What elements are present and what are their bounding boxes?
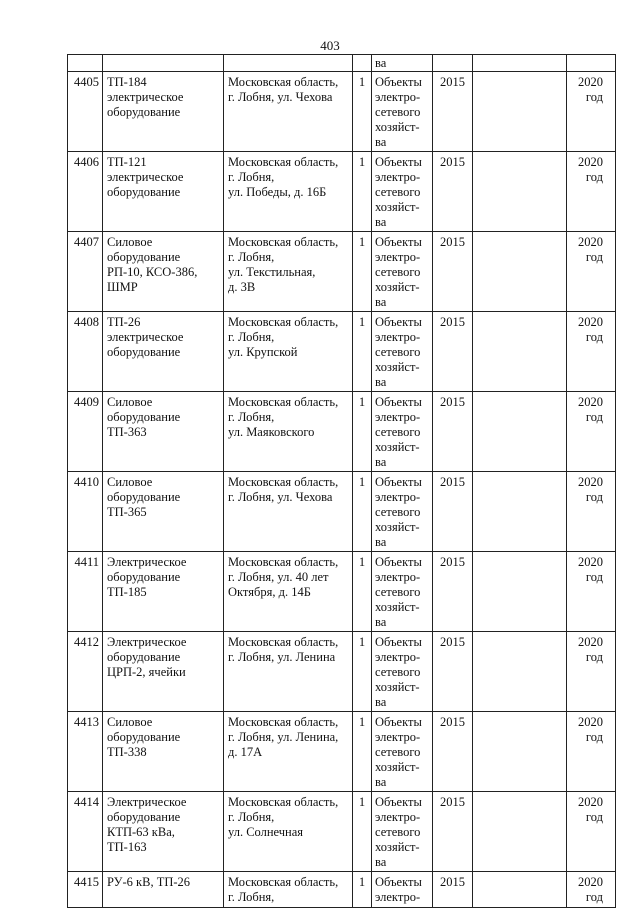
cell-year bbox=[433, 792, 473, 872]
cell-num-text: 4413 bbox=[74, 715, 99, 729]
cell-num-text: 4410 bbox=[74, 475, 99, 489]
cell-name-text: РУ-6 кВ, ТП-26 bbox=[107, 875, 191, 889]
cell-num-text: 4411 bbox=[74, 555, 99, 569]
cell-term bbox=[567, 872, 616, 908]
continuation-category: ва bbox=[375, 56, 387, 70]
cell-address bbox=[224, 392, 353, 472]
cell-name-text: Силовое оборудование РП-10, КСО-386, ШМР bbox=[107, 235, 198, 294]
cell-category bbox=[372, 472, 433, 552]
cell-num-text: 4414 bbox=[74, 795, 99, 809]
cell-category-text: Объекты электро- сетевого хозяйст- ва bbox=[375, 155, 422, 229]
cell-term bbox=[567, 792, 616, 872]
cell-blank bbox=[473, 152, 567, 232]
cell-category bbox=[372, 872, 433, 908]
cell-blank bbox=[473, 872, 567, 908]
cell-category-text: Объекты электро- сетевого хозяйст- ва bbox=[375, 395, 422, 469]
cell-blank bbox=[473, 712, 567, 792]
cell-category-text: Объекты электро- сетевого хозяйст- ва bbox=[375, 795, 422, 869]
cell-num-text: 4407 bbox=[74, 235, 99, 249]
continuation-row bbox=[68, 55, 616, 72]
cell-term-text: 2020 год bbox=[578, 235, 603, 264]
cell-term-text: 2020 год bbox=[578, 315, 603, 344]
cell-name-text: Силовое оборудование ТП-363 bbox=[107, 395, 181, 439]
cell-address-text: Московская область, г. Лобня, ул. Чехова bbox=[228, 475, 339, 504]
cell-address bbox=[224, 232, 353, 312]
cell-blank bbox=[473, 552, 567, 632]
cell-address bbox=[224, 632, 353, 712]
cell-blank bbox=[473, 232, 567, 312]
cell-qty-text: 1 bbox=[358, 235, 366, 249]
cell-qty-text: 1 bbox=[358, 75, 366, 89]
cell-address bbox=[224, 552, 353, 632]
cell-year bbox=[433, 552, 473, 632]
cell-address-text: Московская область, г. Лобня, ул. Чехова bbox=[228, 75, 339, 104]
cell-category bbox=[372, 392, 433, 472]
cell-category bbox=[372, 232, 433, 312]
cell-name-text: Электрическое оборудование КТП-63 кВа, ТП-163 bbox=[107, 795, 187, 854]
table-row bbox=[68, 72, 616, 152]
cell-qty bbox=[353, 392, 372, 472]
cell-num bbox=[68, 392, 103, 472]
cell-term-text: 2020 год bbox=[578, 795, 603, 824]
cell-year-text: 2015 bbox=[440, 795, 465, 809]
cell-qty-text: 1 bbox=[358, 715, 366, 729]
cell-name-text: Электрическое оборудование ТП-185 bbox=[107, 555, 187, 599]
table-row bbox=[68, 552, 616, 632]
cell-term bbox=[567, 632, 616, 712]
cell-address bbox=[224, 872, 353, 908]
cell-qty-text: 1 bbox=[358, 315, 366, 329]
cell-year bbox=[433, 232, 473, 312]
cell-address-text: Московская область, г. Лобня, ул. Ленина, д. 17А bbox=[228, 715, 339, 759]
cell-address bbox=[224, 472, 353, 552]
table-row bbox=[68, 392, 616, 472]
table-row bbox=[68, 712, 616, 792]
cell-qty bbox=[353, 72, 372, 152]
cell-term-text: 2020 год bbox=[578, 555, 603, 584]
cell-name-text: Силовое оборудование ТП-338 bbox=[107, 715, 181, 759]
cell-num bbox=[68, 72, 103, 152]
cell-num bbox=[68, 232, 103, 312]
cell-term-text: 2020 год bbox=[578, 75, 603, 104]
cell-blank bbox=[473, 792, 567, 872]
page-number: 403 bbox=[320, 38, 340, 53]
cell-qty bbox=[353, 712, 372, 792]
cell-qty bbox=[353, 792, 372, 872]
cell-category bbox=[372, 72, 433, 152]
cell-num bbox=[68, 552, 103, 632]
cell-term bbox=[567, 72, 616, 152]
cell-category bbox=[372, 552, 433, 632]
cell-name bbox=[103, 472, 224, 552]
cell-qty-text: 1 bbox=[358, 875, 366, 889]
cell-qty-text: 1 bbox=[358, 555, 366, 569]
cell-year-text: 2015 bbox=[440, 235, 465, 249]
cell-num bbox=[68, 55, 103, 72]
cell-qty bbox=[353, 472, 372, 552]
cell-category-text: Объекты электро- сетевого хозяйст- ва bbox=[375, 635, 422, 709]
cell-category bbox=[372, 632, 433, 712]
cell-num bbox=[68, 152, 103, 232]
cell-name bbox=[103, 792, 224, 872]
cell-name-text: Силовое оборудование ТП-365 bbox=[107, 475, 181, 519]
cell-term bbox=[567, 472, 616, 552]
cell-num bbox=[68, 632, 103, 712]
cell-year-text: 2015 bbox=[440, 395, 465, 409]
cell-address bbox=[224, 72, 353, 152]
cell-address bbox=[224, 712, 353, 792]
cell-address-text: Московская область, г. Лобня, ул. Солнечная bbox=[228, 795, 339, 839]
cell-num bbox=[68, 872, 103, 908]
cell-category bbox=[372, 152, 433, 232]
cell-qty-text: 1 bbox=[358, 795, 366, 809]
cell-year bbox=[433, 392, 473, 472]
cell-qty-text: 1 bbox=[358, 395, 366, 409]
cell-name bbox=[103, 552, 224, 632]
table-row bbox=[68, 232, 616, 312]
cell-year bbox=[433, 152, 473, 232]
cell-year bbox=[433, 632, 473, 712]
property-table bbox=[67, 54, 616, 908]
cell-year bbox=[433, 712, 473, 792]
cell-address bbox=[224, 792, 353, 872]
cell-qty bbox=[353, 152, 372, 232]
cell-blank bbox=[473, 55, 567, 72]
cell-num bbox=[68, 472, 103, 552]
cell-qty bbox=[353, 312, 372, 392]
cell-name bbox=[103, 312, 224, 392]
cell-year-text: 2015 bbox=[440, 635, 465, 649]
cell-name bbox=[103, 872, 224, 908]
cell-address-text: Московская область, г. Лобня, ул. Победы, д. 16Б bbox=[228, 155, 339, 199]
cell-term bbox=[567, 392, 616, 472]
cell-year-text: 2015 bbox=[440, 315, 465, 329]
cell-category-text: Объекты электро- сетевого хозяйст- ва bbox=[375, 555, 422, 629]
cell-name bbox=[103, 72, 224, 152]
cell-year-text: 2015 bbox=[440, 155, 465, 169]
cell-category bbox=[372, 55, 433, 72]
cell-year bbox=[433, 872, 473, 908]
table-row bbox=[68, 312, 616, 392]
cell-address bbox=[224, 55, 353, 72]
cell-name bbox=[103, 632, 224, 712]
table-row bbox=[68, 152, 616, 232]
table-body bbox=[68, 55, 616, 908]
cell-term bbox=[567, 552, 616, 632]
cell-qty-text: 1 bbox=[358, 155, 366, 169]
cell-address-text: Московская область, г. Лобня, ул. Текстильная, д. 3В bbox=[228, 235, 339, 294]
cell-num-text: 4405 bbox=[74, 75, 99, 89]
cell-blank bbox=[473, 392, 567, 472]
cell-term-text: 2020 год bbox=[578, 155, 603, 184]
cell-name-text: ТП-121 электрическое оборудование bbox=[107, 155, 184, 199]
cell-name bbox=[103, 232, 224, 312]
cell-num-text: 4408 bbox=[74, 315, 99, 329]
cell-year bbox=[433, 72, 473, 152]
cell-num-text: 4412 bbox=[74, 635, 99, 649]
cell-category-text: Объекты электро- сетевого хозяйст- ва bbox=[375, 235, 422, 309]
cell-term bbox=[567, 152, 616, 232]
cell-name bbox=[103, 392, 224, 472]
cell-year bbox=[433, 472, 473, 552]
cell-num-text: 4409 bbox=[74, 395, 99, 409]
cell-qty bbox=[353, 232, 372, 312]
cell-term bbox=[567, 312, 616, 392]
cell-term bbox=[567, 712, 616, 792]
cell-category bbox=[372, 712, 433, 792]
cell-address-text: Московская область, г. Лобня, ул. Крупской bbox=[228, 315, 339, 359]
cell-term-text: 2020 год bbox=[578, 475, 603, 504]
cell-year-text: 2015 bbox=[440, 875, 465, 889]
cell-blank bbox=[473, 312, 567, 392]
cell-address bbox=[224, 312, 353, 392]
cell-address-text: Московская область, г. Лобня, ул. Ленина bbox=[228, 635, 339, 664]
cell-qty bbox=[353, 872, 372, 908]
cell-term bbox=[567, 232, 616, 312]
cell-blank bbox=[473, 72, 567, 152]
cell-name-text: Электрическое оборудование ЦРП-2, ячейки bbox=[107, 635, 187, 679]
cell-year-text: 2015 bbox=[440, 475, 465, 489]
cell-qty-text: 1 bbox=[358, 475, 366, 489]
cell-category-text: Объекты электро- сетевого хозяйст- ва bbox=[375, 715, 422, 789]
cell-num-text: 4415 bbox=[74, 875, 99, 889]
cell-num bbox=[68, 312, 103, 392]
cell-address bbox=[224, 152, 353, 232]
cell-term-text: 2020 год bbox=[578, 635, 603, 664]
table-row bbox=[68, 632, 616, 712]
cell-address-text: Московская область, г. Лобня, bbox=[228, 875, 339, 904]
cell-name-text: ТП-184 электрическое оборудование bbox=[107, 75, 184, 119]
cell-year-text: 2015 bbox=[440, 75, 465, 89]
table-row bbox=[68, 472, 616, 552]
cell-name bbox=[103, 55, 224, 72]
cell-address-text: Московская область, г. Лобня, ул. 40 лет Октября, д. 14Б bbox=[228, 555, 339, 599]
cell-qty bbox=[353, 552, 372, 632]
table-row bbox=[68, 872, 616, 908]
cell-category-text: Объекты электро- сетевого хозяйст- ва bbox=[375, 475, 422, 549]
cell-qty-text: 1 bbox=[358, 635, 366, 649]
cell-blank bbox=[473, 632, 567, 712]
cell-num-text: 4406 bbox=[74, 155, 99, 169]
cell-term bbox=[567, 55, 616, 72]
cell-address-text: Московская область, г. Лобня, ул. Маяковского bbox=[228, 395, 339, 439]
cell-category-text: Объекты электро- сетевого хозяйст- ва bbox=[375, 75, 422, 149]
cell-category-text: Объекты электро- сетевого хозяйст- ва bbox=[375, 315, 422, 389]
cell-year-text: 2015 bbox=[440, 715, 465, 729]
cell-name-text: ТП-26 электрическое оборудование bbox=[107, 315, 184, 359]
table-row bbox=[68, 792, 616, 872]
cell-term-text: 2020 год bbox=[578, 395, 603, 424]
cell-category-text: Объекты электро- bbox=[375, 875, 422, 904]
cell-name bbox=[103, 712, 224, 792]
cell-term-text: 2020 год bbox=[578, 715, 603, 744]
cell-num bbox=[68, 792, 103, 872]
cell-qty bbox=[353, 55, 372, 72]
cell-blank bbox=[473, 472, 567, 552]
cell-name bbox=[103, 152, 224, 232]
cell-year bbox=[433, 55, 473, 72]
cell-category bbox=[372, 792, 433, 872]
cell-qty bbox=[353, 632, 372, 712]
cell-year-text: 2015 bbox=[440, 555, 465, 569]
cell-term-text: 2020 год bbox=[578, 875, 603, 904]
cell-year bbox=[433, 312, 473, 392]
cell-category bbox=[372, 312, 433, 392]
cell-num bbox=[68, 712, 103, 792]
